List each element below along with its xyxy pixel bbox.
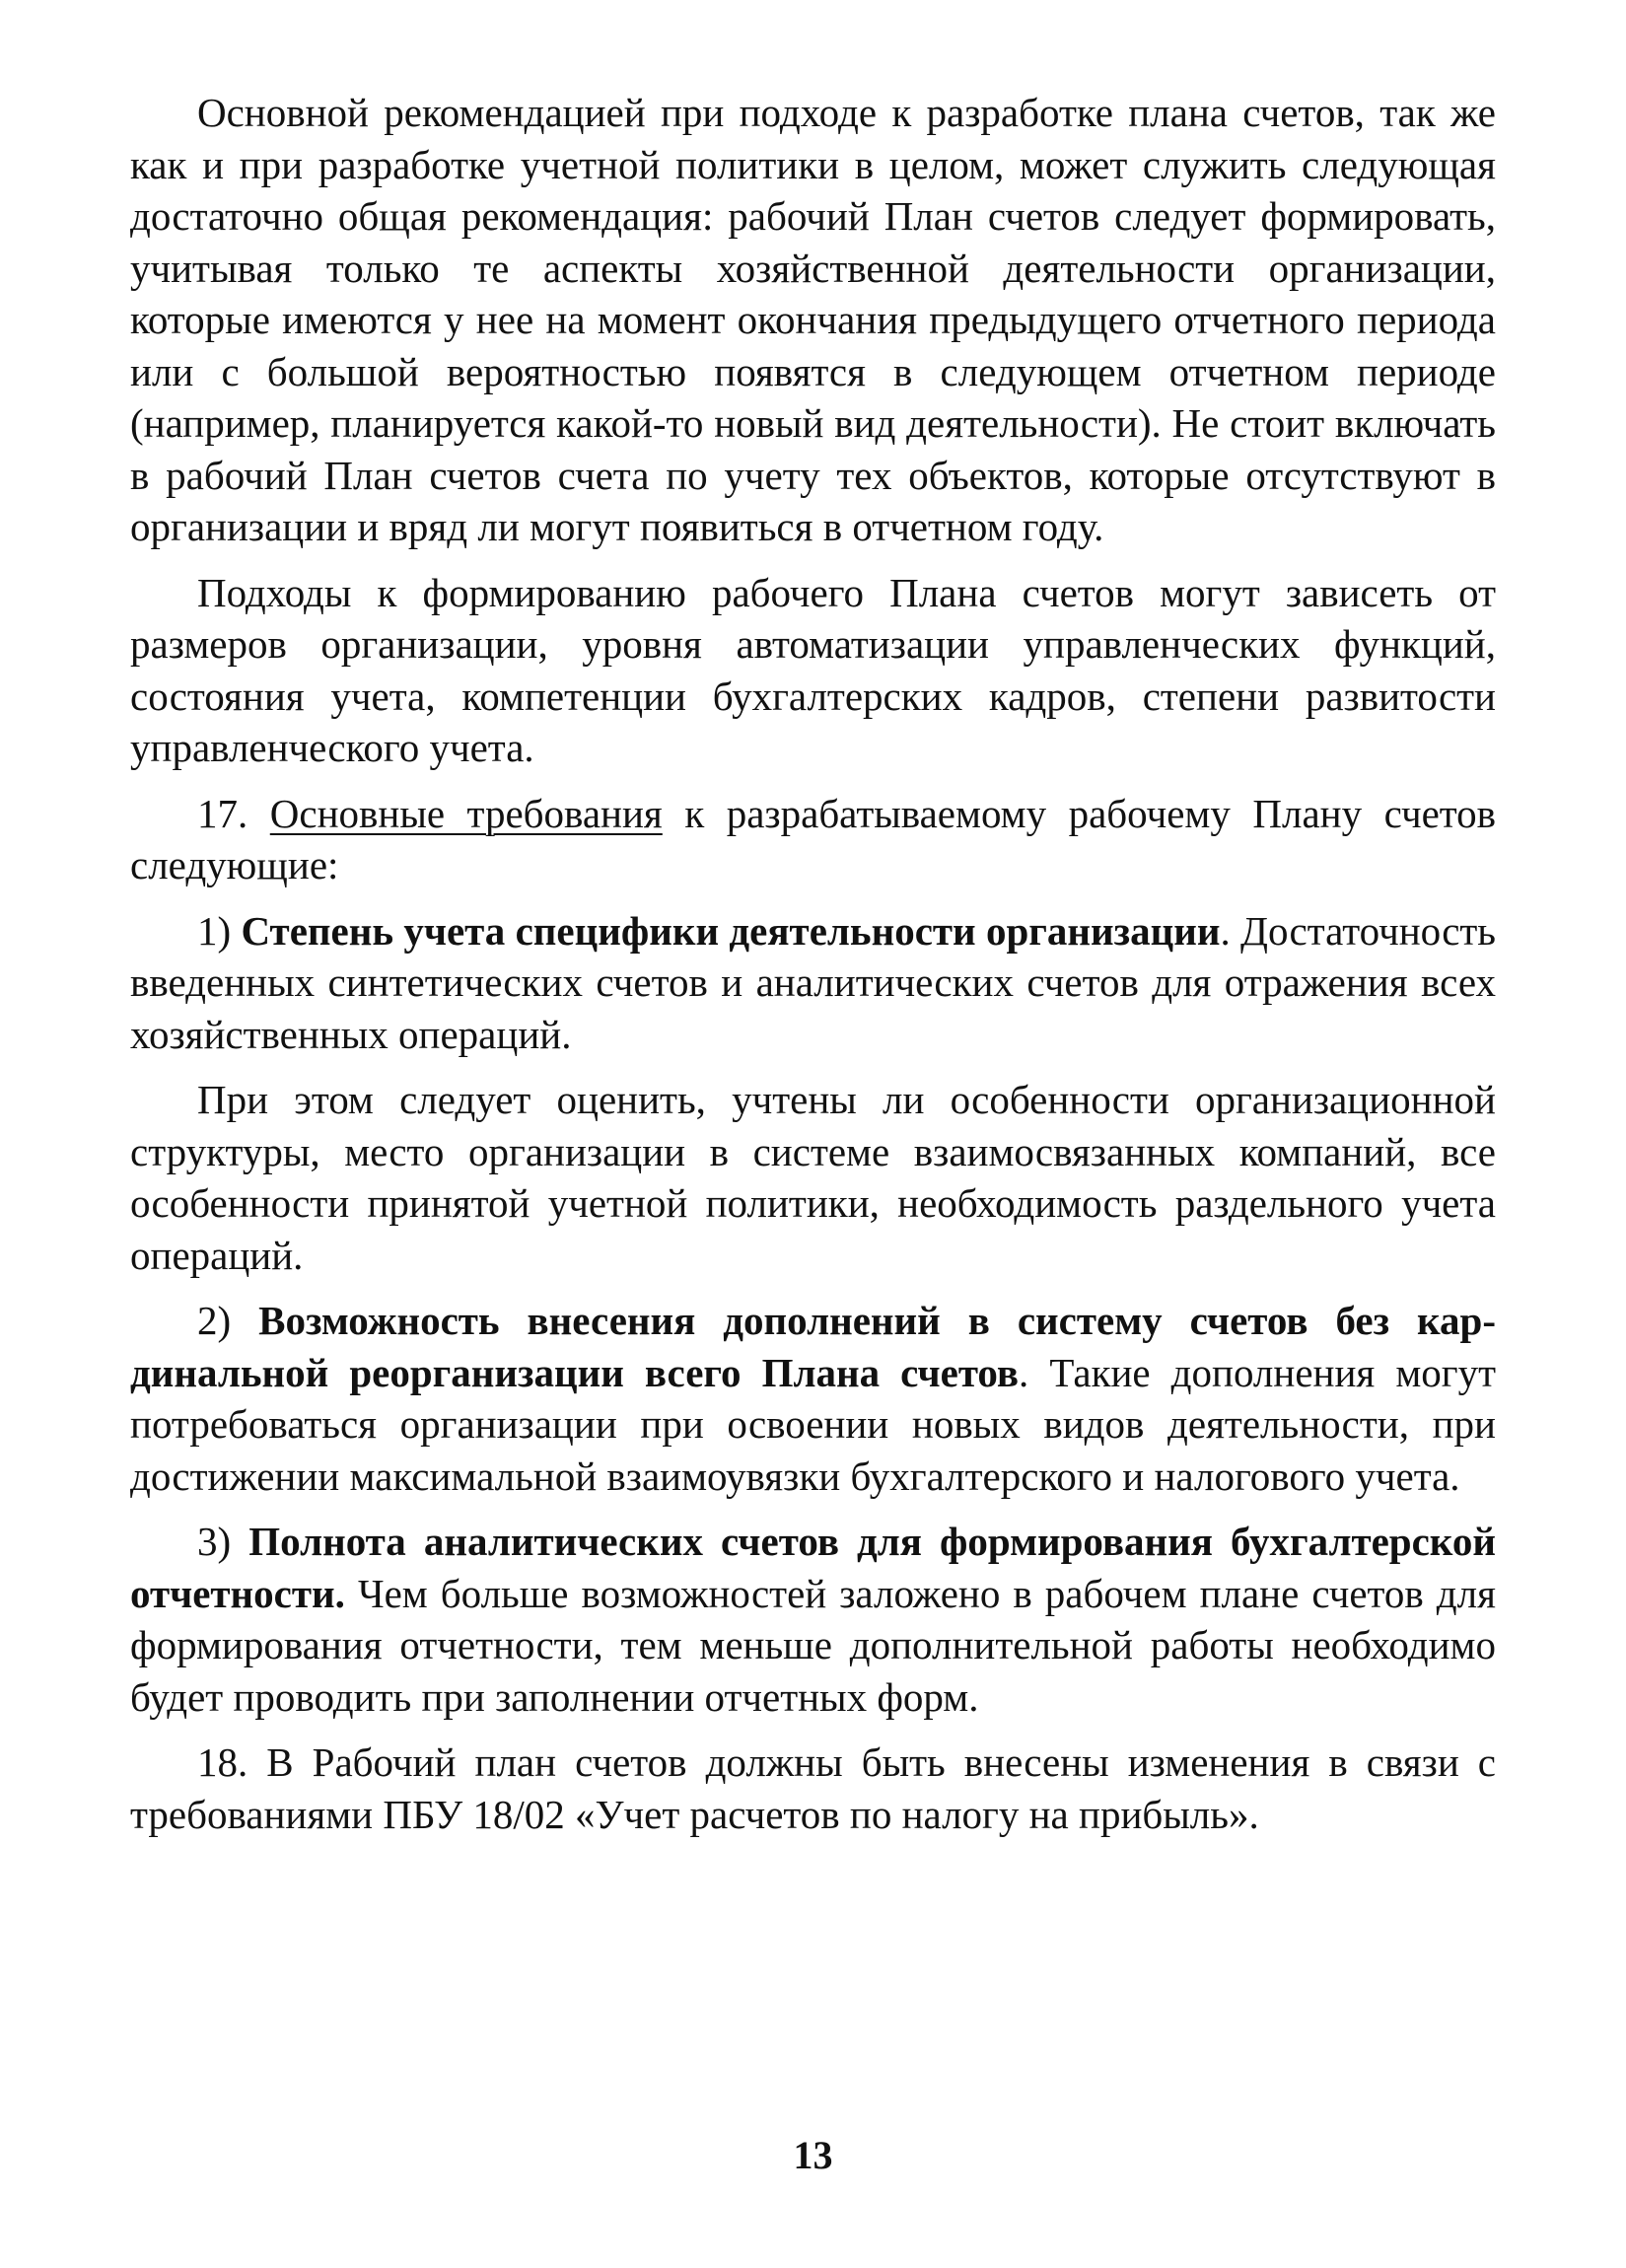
paragraph-8: 18. В Рабочий план счетов должны быть внесены изменения в связи с требованиями ПБУ 18/02 «Учет расчетов по налогу на прибыль».	[130, 1739, 1496, 1837]
item-number-17: 17.	[197, 790, 248, 836]
requirement-3-title: Полнота аналитических счетов для формирования бухгалтерской отчетности.	[130, 1519, 1496, 1616]
paragraph-3	[130, 788, 1496, 891]
paragraph-6	[130, 1295, 1496, 1502]
underlined-term: Основные требования	[269, 790, 663, 836]
requirement-1-title: Степень учета специфики деятельности организации	[241, 907, 1221, 954]
paragraph-2: Подходы к формированию рабочего Плана счетов могут зависеть от размеров организации, уровня автоматизации управленческих функций, состояния учета, компетенции бухгалтерских кадров, степени развитости управленческого учета.	[130, 569, 1496, 770]
item-number-2: 2)	[197, 1298, 232, 1343]
requirement-2-title: Возможность внесения дополнений в систему счетов без кардинальной реорганизации всего Плана счетов	[130, 1298, 1496, 1395]
paragraph-7-rest: Чем больше возможностей заложено в рабочем плане счетов для формирования отчетности, тем меньше дополнительной работы необходимо будет проводить при заполнении отчетных форм.	[130, 1570, 1496, 1720]
paragraph-3-rest: к разрабатываемому рабочему Плану счетов следующие:	[130, 790, 1497, 887]
item-number-1: 1)	[197, 907, 232, 954]
paragraph-4-rest: . Достаточность введенных синтетических счетов и аналитических счетов для отражения всех хозяйственных операций.	[130, 907, 1497, 1057]
item-number-3: 3)	[197, 1519, 232, 1564]
paragraph-4	[130, 905, 1496, 1061]
page-number: 13	[793, 2133, 833, 2177]
paragraph-6-rest: . Такие дополнения могут потребоваться организации при освоении новых видов деятельности, при достижении максимальной взаимоувязки бухгалтерского и налогового учета.	[130, 1349, 1496, 1499]
paragraph-5: При этом следует оценить, учтены ли особенности организационной структуры, место организации в системе взаимосвязанных компаний, все особенности принятой учетной политики, необходимость раздельного учета операций.	[130, 1077, 1496, 1278]
paragraph-7	[130, 1516, 1496, 1723]
page-body	[130, 87, 1496, 1854]
paragraph-1: Основной рекомендацией при подходе к разработке плана счетов, так же как и при разработке учетной политики в целом, может служить следующая достаточно общая рекомендация: рабочий План счетов следует формировать, учитывая только те аспекты хозяйственной деятельности организации, которые имеются у нее на момент окончания предыдущего отчетного периода или с большой вероятностью появятся в следующем отчетном периоде (например, планируется какой-то новый вид деятельности). Не стоит включать в рабочий План счетов счета по учету тех объектов, которые отсутствуют в организации и вряд ли могут появиться в отчетном году.	[130, 90, 1496, 549]
